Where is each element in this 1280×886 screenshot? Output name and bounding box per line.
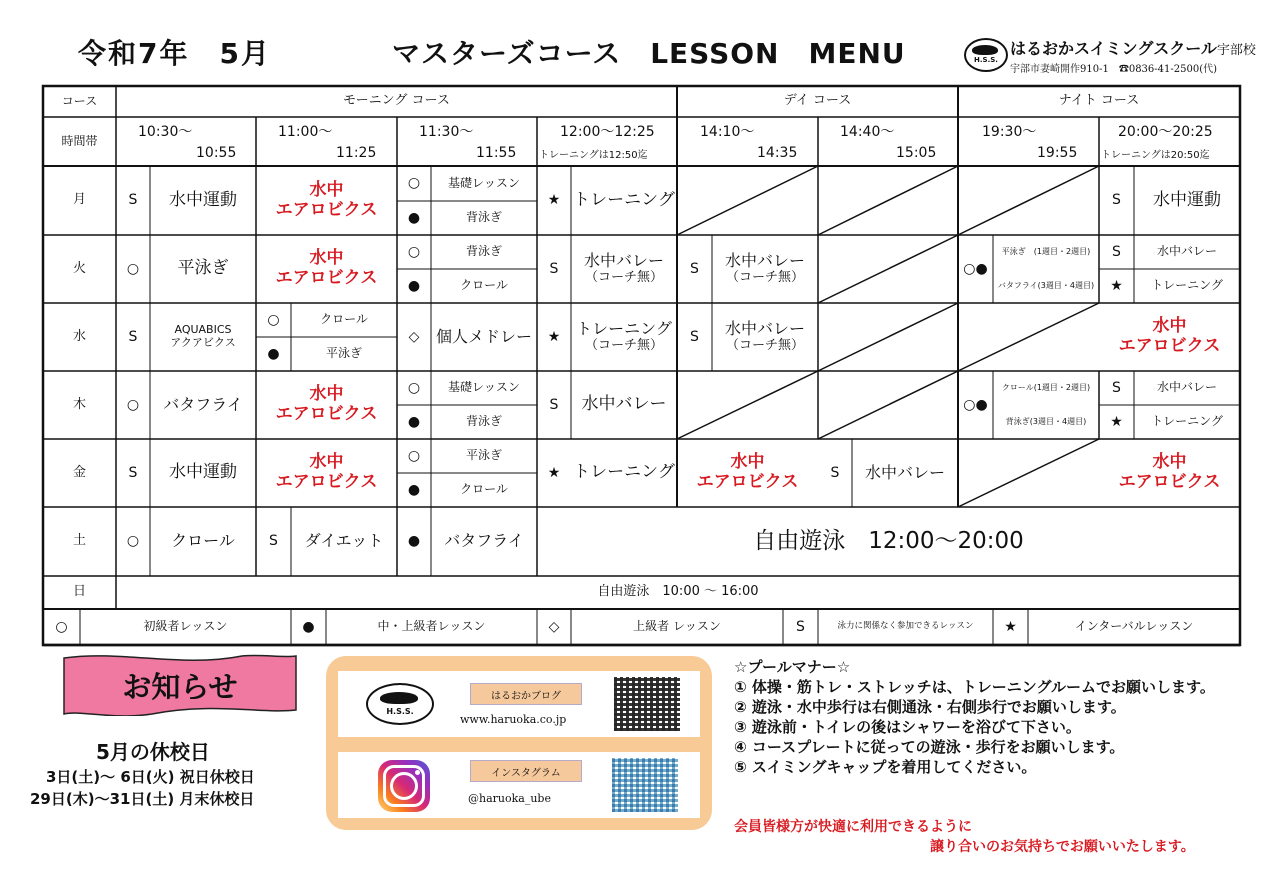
day-label: 日 xyxy=(72,584,86,600)
lesson-symbol: S xyxy=(128,192,138,209)
lesson-symbol: S xyxy=(690,328,699,345)
day-label: 土 xyxy=(72,533,86,549)
lesson-symbol: S xyxy=(269,533,278,550)
lesson-name: 平泳ぎ (1週目・2週目) xyxy=(1001,247,1091,257)
lesson-symbol: ★ xyxy=(547,192,561,209)
holiday-line: 3日(土)～ 6日(火) 祝日休校日 xyxy=(46,768,255,786)
lesson-symbol: S xyxy=(1112,192,1121,209)
lesson-name: 背泳ぎ xyxy=(465,244,502,259)
instagram-label: インスタグラム xyxy=(470,760,582,782)
lesson-name: 背泳ぎ(3週目・4週目) xyxy=(1005,417,1087,427)
lesson-name: 背泳ぎ xyxy=(465,414,502,429)
manner-item: ② 遊泳・水中歩行は右側通泳・右側歩行でお願いします。 xyxy=(734,698,1126,716)
lesson-symbol: ○ xyxy=(126,260,140,277)
legend-label: 初級者レッスン xyxy=(143,619,228,634)
lesson-symbol: ● xyxy=(407,413,421,430)
legend-symbol: ○ xyxy=(55,618,68,635)
lesson-name: AQUABICS アクアビクス xyxy=(170,323,236,349)
day-label: 木 xyxy=(72,396,86,412)
pool-manners xyxy=(734,656,1254,777)
lesson-name: 水中バレー （コーチ無） xyxy=(724,251,805,285)
manner-item: ① 体操・筋トレ・ストレッチは、トレーニングルームでお願いします。 xyxy=(734,678,1215,696)
day-label: 月 xyxy=(72,192,86,208)
lesson-name: バタフライ xyxy=(163,394,243,414)
whale-logo-icon: H.S.S. xyxy=(964,38,1008,72)
manner-item: ③ 遊泳前・トイレの後はシャワーを浴びて下さい。 xyxy=(734,718,1081,736)
legend-label: 中・上級者レッスン xyxy=(377,619,486,634)
lesson-symbol: S xyxy=(1112,379,1121,396)
course-night: ナイト コース xyxy=(1058,93,1140,109)
legend-symbol: ★ xyxy=(1004,618,1017,635)
day-label: 金 xyxy=(72,464,86,480)
school-name: はるおかスイミングスクール宇部校 xyxy=(1010,39,1256,58)
lesson-symbol: ★ xyxy=(1110,277,1123,294)
lesson-name: クロール xyxy=(460,278,508,293)
lesson-name: ダイエット xyxy=(304,531,384,551)
lesson-aerobics: 水中 エアロビクス xyxy=(696,452,799,492)
lesson-name: 個人メドレー xyxy=(435,326,532,346)
lesson-name: 背泳ぎ xyxy=(465,210,502,225)
legend-symbol: ● xyxy=(302,618,315,635)
lesson-aerobics: 水中 エアロビクス xyxy=(275,179,378,220)
lesson-symbol: ○ xyxy=(407,379,421,396)
instagram-card[interactable] xyxy=(338,752,700,818)
lesson-name: トレーニング （コーチ無） xyxy=(576,319,672,353)
lesson-name: 水中運動 xyxy=(169,462,237,483)
lesson-name: トレーニング xyxy=(1151,278,1223,293)
day-label: 水 xyxy=(72,328,86,344)
free-swim-sunday: 自由遊泳 10:00 ～ 16:00 xyxy=(597,584,759,600)
course-header-label: コース xyxy=(61,93,98,108)
lesson-name: 水中運動 xyxy=(169,189,237,210)
blog-url[interactable]: www.haruoka.co.jp xyxy=(460,713,567,726)
lesson-name: バタフライ xyxy=(444,531,524,551)
lesson-symbol: ● xyxy=(407,209,421,226)
whale-logo-icon: H.S.S. xyxy=(366,683,434,725)
lesson-symbol: ○ xyxy=(407,243,421,260)
lesson-name: クロール xyxy=(320,312,368,327)
legend-label: インターバルレッスン xyxy=(1074,619,1194,634)
holiday-line: 29日(木)～31日(土) 月末休校日 xyxy=(30,790,255,808)
lesson-symbol: ★ xyxy=(547,464,561,481)
lesson-name: 基礎レッスン xyxy=(448,175,520,190)
lesson-name: クロール(1週目・2週目) xyxy=(1001,383,1091,393)
lesson-symbol: ○ xyxy=(407,175,421,192)
lesson-aerobics: 水中 エアロビクス xyxy=(1118,316,1221,356)
lesson-name: トレーニング xyxy=(573,462,675,483)
lesson-symbol: ● xyxy=(407,533,421,550)
lesson-symbol: ● xyxy=(267,345,280,362)
lesson-symbol: S xyxy=(128,328,138,345)
free-swim-saturday: 自由遊泳 12:00～20:00 xyxy=(753,528,1024,555)
lesson-name: バタフライ(3週目・4週目) xyxy=(997,281,1095,291)
lesson-symbol: ○ xyxy=(126,533,140,550)
lesson-symbol: ★ xyxy=(547,328,561,345)
lesson-symbol: ○ xyxy=(126,396,140,413)
lesson-name: 平泳ぎ xyxy=(177,258,229,279)
lesson-symbol: S xyxy=(549,260,559,277)
manner-item: ④ コースプレートに従っての遊泳・歩行をお願いします。 xyxy=(734,738,1125,756)
lesson-symbol: S xyxy=(690,260,699,277)
lesson-symbol: S xyxy=(128,464,138,481)
lesson-name: クロール xyxy=(171,531,235,551)
course-day: デイ コース xyxy=(783,93,852,109)
lesson-name: クロール xyxy=(460,482,508,497)
lesson-symbol: ★ xyxy=(1110,413,1123,430)
holiday-title: 5月の休校日 xyxy=(96,740,210,764)
lesson-name: 平泳ぎ xyxy=(465,448,502,463)
lesson-aerobics: 水中 エアロビクス xyxy=(1118,452,1221,492)
lesson-name: 水中バレー （コーチ無） xyxy=(583,251,664,285)
lesson-name: 水中バレー xyxy=(581,394,667,415)
school-address: 宇部市妻崎開作910-1 ☎0836-41-2500(代) xyxy=(1010,64,1218,75)
lesson-aerobics: 水中 エアロビクス xyxy=(275,384,378,424)
time-header-label: 時間帯 xyxy=(61,133,98,148)
lesson-name: 基礎レッスン xyxy=(448,380,520,395)
legend-label: 上級者 レッスン xyxy=(633,619,721,634)
legend-symbol: S xyxy=(796,618,805,635)
closing-line: 譲り合いのお気持ちでお願いいたします。 xyxy=(930,839,1195,855)
lesson-symbol: ○ xyxy=(267,311,280,328)
lesson-aerobics: 水中 エアロビクス xyxy=(275,452,378,492)
day-label: 火 xyxy=(72,260,86,276)
lesson-aerobics: 水中 エアロビクス xyxy=(275,248,378,288)
lesson-symbol: S xyxy=(549,396,559,413)
links-panel xyxy=(326,656,712,830)
course-morning: モーニング コース xyxy=(343,93,450,109)
lesson-name: 水中バレー xyxy=(1156,244,1217,259)
lesson-name: 水中運動 xyxy=(1153,189,1221,210)
lesson-symbol: ◇ xyxy=(408,328,420,345)
lesson-name: 平泳ぎ xyxy=(325,346,362,361)
notice-tag xyxy=(62,654,298,716)
lesson-symbol: S xyxy=(1112,243,1121,260)
lesson-symbol: ● xyxy=(407,277,421,294)
blog-label: はるおかブログ xyxy=(470,683,582,705)
lesson-name: 水中バレー xyxy=(864,462,945,482)
manners-title: ☆プールマナー☆ xyxy=(734,658,851,676)
legend-symbol: ◇ xyxy=(548,618,560,635)
legend-label: 泳力に関係なく参加できるレッスン xyxy=(837,621,974,632)
lesson-symbol: S xyxy=(830,464,840,481)
blog-qr-code[interactable] xyxy=(614,677,680,731)
lesson-name: 水中バレー （コーチ無） xyxy=(724,319,805,353)
lesson-symbol: ○ xyxy=(407,447,421,464)
lesson-symbol: ● xyxy=(407,481,421,498)
instagram-icon xyxy=(378,760,430,812)
lesson-name: トレーニング xyxy=(1151,414,1223,429)
notice-title: お知らせ xyxy=(122,669,238,704)
closing-line: 会員皆様方が快適に利用できるように xyxy=(734,819,972,835)
lesson-symbol: ○● xyxy=(963,396,988,413)
lesson-name: 水中バレー xyxy=(1156,380,1217,395)
lesson-symbol: ○● xyxy=(963,260,988,277)
page-date: 令和7年 5月 xyxy=(78,37,271,70)
page-title: マスターズコース LESSON MENU xyxy=(392,37,906,70)
instagram-handle[interactable]: @haruoka_ube xyxy=(468,792,551,805)
lesson-name: トレーニング xyxy=(573,189,675,210)
manner-item: ⑤ スイミングキャップを着用してください。 xyxy=(734,758,1037,776)
blog-card[interactable] xyxy=(338,671,700,737)
instagram-qr-code[interactable] xyxy=(612,758,678,812)
